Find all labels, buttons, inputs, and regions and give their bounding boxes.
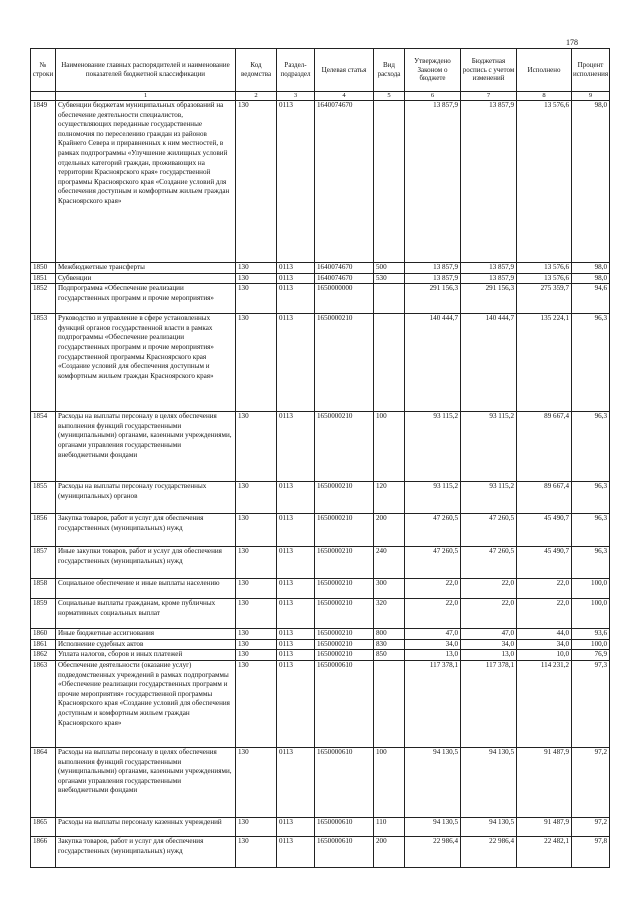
cell-no: 1859 <box>31 599 56 629</box>
cell-pct: 98,0 <box>572 263 610 274</box>
cell-art: 1650000210 <box>315 639 374 650</box>
header-cell: Утверждено Законом о бюджете <box>405 49 461 92</box>
cell-approved: 34,0 <box>405 639 461 650</box>
cell-pct: 96,3 <box>572 412 610 482</box>
cell-executed: 22,0 <box>517 599 572 629</box>
cell-no: 1866 <box>31 836 56 867</box>
cell-schedule: 291 156,3 <box>461 284 517 314</box>
table-row <box>31 747 610 817</box>
cell-sec: 0113 <box>277 263 315 274</box>
cell-name: Расходы на выплаты персоналу в целях обеспечения выполнения функций государственными (муниципальными) органами, казенными учреждениями, органами управления государственными внебюджетными фондами <box>56 747 236 817</box>
cell-schedule: 47,0 <box>461 629 517 640</box>
cell-schedule: 117 378,1 <box>461 660 517 747</box>
cell-no: 1858 <box>31 579 56 599</box>
cell-schedule: 47 260,5 <box>461 514 517 547</box>
cell-executed: 135 224,1 <box>517 314 572 412</box>
cell-pct: 96,3 <box>572 514 610 547</box>
cell-executed: 275 359,7 <box>517 284 572 314</box>
cell-pct: 96,3 <box>572 482 610 514</box>
cell-name: Закупка товаров, работ и услуг для обеспечения государственных (муниципальных) нужд <box>56 836 236 867</box>
cell-art: 1650000000 <box>315 284 374 314</box>
cell-kind: 300 <box>374 579 405 599</box>
cell-no: 1855 <box>31 482 56 514</box>
table-row <box>31 314 610 412</box>
cell-approved: 47,0 <box>405 629 461 640</box>
cell-name: Закупка товаров, работ и услуг для обеспечения государственных (муниципальных) нужд <box>56 514 236 547</box>
table-row <box>31 284 610 314</box>
cell-no: 1851 <box>31 273 56 284</box>
cell-dept: 130 <box>236 650 277 661</box>
cell-kind <box>374 314 405 412</box>
cell-no: 1854 <box>31 412 56 482</box>
cell-schedule: 13,0 <box>461 650 517 661</box>
cell-name: Иные закупки товаров, работ и услуг для обеспечения государственных (муниципальных) нужд <box>56 547 236 579</box>
cell-schedule: 47 260,5 <box>461 547 517 579</box>
cell-schedule: 13 857,9 <box>461 101 517 263</box>
cell-name: Иные бюджетные ассигнования <box>56 629 236 640</box>
budget-table <box>30 48 610 868</box>
cell-name: Социальное обеспечение и иные выплаты населению <box>56 579 236 599</box>
cell-kind: 830 <box>374 639 405 650</box>
table-row <box>31 273 610 284</box>
cell-executed: 34,0 <box>517 639 572 650</box>
cell-sec: 0113 <box>277 482 315 514</box>
cell-dept: 130 <box>236 284 277 314</box>
cell-dept: 130 <box>236 263 277 274</box>
cell-art: 1640074670 <box>315 263 374 274</box>
cell-kind <box>374 284 405 314</box>
cell-schedule: 13 857,9 <box>461 273 517 284</box>
cell-art: 1650000210 <box>315 547 374 579</box>
cell-schedule: 34,0 <box>461 639 517 650</box>
cell-approved: 13 857,9 <box>405 273 461 284</box>
cell-dept: 130 <box>236 660 277 747</box>
cell-schedule: 22,0 <box>461 579 517 599</box>
cell-art: 1640074670 <box>315 101 374 263</box>
cell-sec: 0113 <box>277 273 315 284</box>
cell-schedule: 94 130,5 <box>461 817 517 836</box>
cell-kind: 240 <box>374 547 405 579</box>
cell-pct: 100,0 <box>572 599 610 629</box>
cell-sec: 0113 <box>277 660 315 747</box>
cell-name: Исполнение судебных актов <box>56 639 236 650</box>
cell-pct: 97,8 <box>572 836 610 867</box>
header-cell: Бюджетная роспись с учетом изменений <box>461 49 517 92</box>
cell-kind: 800 <box>374 629 405 640</box>
cell-art: 1650000610 <box>315 660 374 747</box>
cell-name: Уплата налогов, сборов и иных платежей <box>56 650 236 661</box>
cell-executed: 91 487,9 <box>517 817 572 836</box>
cell-approved: 13 857,9 <box>405 263 461 274</box>
header-cell: № строки <box>31 49 56 92</box>
cell-dept: 130 <box>236 579 277 599</box>
cell-schedule: 140 444,7 <box>461 314 517 412</box>
cell-dept: 130 <box>236 514 277 547</box>
cell-dept: 130 <box>236 482 277 514</box>
cell-art: 1650000210 <box>315 629 374 640</box>
cell-sec: 0113 <box>277 101 315 263</box>
cell-name: Расходы на выплаты персоналу государственных (муниципальных) органов <box>56 482 236 514</box>
cell-approved: 13,0 <box>405 650 461 661</box>
header-cell: Код ведомства <box>236 49 277 92</box>
table-row <box>31 263 610 274</box>
cell-dept: 130 <box>236 817 277 836</box>
cell-executed: 13 576,6 <box>517 273 572 284</box>
cell-no: 1853 <box>31 314 56 412</box>
cell-pct: 97,2 <box>572 747 610 817</box>
cell-approved: 47 260,5 <box>405 514 461 547</box>
cell-approved: 22 986,4 <box>405 836 461 867</box>
cell-art: 1650000210 <box>315 514 374 547</box>
cell-name: Подпрограмма «Обеспечение реализации государственных программ и прочие мероприятия» <box>56 284 236 314</box>
cell-sec: 0113 <box>277 836 315 867</box>
cell-no: 1857 <box>31 547 56 579</box>
cell-name: Субвенции бюджетам муниципальных образований на обеспечение деятельности специалистов, осуществляющих переданные государственные полномочия по переселению граждан из районов Крайнего Севера и приравненных к ним местностей, в рамках подпрограммы «Улучшение жилищных условий отдельных категорий граждан, проживающих на территории Красноярского края» государственной программы Красноярского края «Создание условий для обеспечения доступным и комфортным жильем граждан Красноярского края» <box>56 101 236 263</box>
column-number: 4 <box>315 92 374 101</box>
cell-sec: 0113 <box>277 639 315 650</box>
cell-approved: 117 378,1 <box>405 660 461 747</box>
cell-schedule: 93 115,2 <box>461 412 517 482</box>
cell-executed: 10,0 <box>517 650 572 661</box>
cell-no: 1863 <box>31 660 56 747</box>
cell-approved: 94 130,5 <box>405 817 461 836</box>
cell-sec: 0113 <box>277 579 315 599</box>
cell-no: 1864 <box>31 747 56 817</box>
cell-approved: 94 130,5 <box>405 747 461 817</box>
column-number <box>31 92 56 101</box>
table-row <box>31 514 610 547</box>
table-row <box>31 412 610 482</box>
cell-pct: 96,3 <box>572 547 610 579</box>
cell-schedule: 22,0 <box>461 599 517 629</box>
cell-dept: 130 <box>236 629 277 640</box>
cell-executed: 13 576,6 <box>517 101 572 263</box>
cell-dept: 130 <box>236 747 277 817</box>
table-row <box>31 482 610 514</box>
cell-name: Субвенции <box>56 273 236 284</box>
cell-kind: 200 <box>374 514 405 547</box>
cell-kind: 100 <box>374 747 405 817</box>
cell-no: 1860 <box>31 629 56 640</box>
cell-approved: 140 444,7 <box>405 314 461 412</box>
cell-art: 1650000210 <box>315 412 374 482</box>
cell-kind: 100 <box>374 412 405 482</box>
cell-dept: 130 <box>236 101 277 263</box>
column-number: 6 <box>405 92 461 101</box>
cell-kind: 500 <box>374 263 405 274</box>
header-cell: Раздел-подраздел <box>277 49 315 92</box>
column-number: 9 <box>572 92 610 101</box>
cell-art: 1650000210 <box>315 650 374 661</box>
header-cell: Процент исполнения <box>572 49 610 92</box>
cell-kind: 120 <box>374 482 405 514</box>
cell-sec: 0113 <box>277 284 315 314</box>
page-number: 178 <box>566 38 578 47</box>
cell-no: 1850 <box>31 263 56 274</box>
cell-name: Социальные выплаты гражданам, кроме публичных нормативных социальных выплат <box>56 599 236 629</box>
cell-name: Межбюджетные трансферты <box>56 263 236 274</box>
cell-approved: 22,0 <box>405 579 461 599</box>
cell-executed: 89 667,4 <box>517 482 572 514</box>
table-row <box>31 599 610 629</box>
cell-pct: 94,6 <box>572 284 610 314</box>
cell-dept: 130 <box>236 547 277 579</box>
cell-sec: 0113 <box>277 747 315 817</box>
cell-kind: 530 <box>374 273 405 284</box>
table-row <box>31 547 610 579</box>
cell-no: 1862 <box>31 650 56 661</box>
table-row <box>31 579 610 599</box>
header-cell: Вид расхода <box>374 49 405 92</box>
table-row <box>31 836 610 867</box>
cell-sec: 0113 <box>277 629 315 640</box>
cell-no: 1849 <box>31 101 56 263</box>
cell-sec: 0113 <box>277 412 315 482</box>
cell-art: 1650000210 <box>315 579 374 599</box>
cell-approved: 13 857,9 <box>405 101 461 263</box>
cell-no: 1861 <box>31 639 56 650</box>
table-row <box>31 639 610 650</box>
cell-sec: 0113 <box>277 599 315 629</box>
cell-dept: 130 <box>236 599 277 629</box>
cell-sec: 0113 <box>277 547 315 579</box>
cell-name: Расходы на выплаты персоналу казенных учреждений <box>56 817 236 836</box>
cell-schedule: 93 115,2 <box>461 482 517 514</box>
cell-kind: 850 <box>374 650 405 661</box>
cell-pct: 98,0 <box>572 273 610 284</box>
column-number: 1 <box>56 92 236 101</box>
cell-pct: 100,0 <box>572 579 610 599</box>
cell-sec: 0113 <box>277 314 315 412</box>
cell-art: 1650000610 <box>315 836 374 867</box>
cell-art: 1650000610 <box>315 747 374 817</box>
cell-approved: 93 115,2 <box>405 412 461 482</box>
cell-executed: 22 482,1 <box>517 836 572 867</box>
cell-executed: 91 487,9 <box>517 747 572 817</box>
column-number-row <box>31 92 610 101</box>
column-number: 7 <box>461 92 517 101</box>
cell-no: 1865 <box>31 817 56 836</box>
cell-executed: 114 231,2 <box>517 660 572 747</box>
table-row <box>31 817 610 836</box>
table-row <box>31 660 610 747</box>
cell-executed: 22,0 <box>517 579 572 599</box>
cell-pct: 96,3 <box>572 314 610 412</box>
cell-executed: 45 490,7 <box>517 547 572 579</box>
cell-kind: 110 <box>374 817 405 836</box>
cell-pct: 97,2 <box>572 817 610 836</box>
cell-approved: 47 260,5 <box>405 547 461 579</box>
cell-name: Расходы на выплаты персоналу в целях обеспечения выполнения функций государственными (муниципальными) органами, казенными учреждениями, органами управления государственными внебюджетными фондами <box>56 412 236 482</box>
cell-art: 1640074670 <box>315 273 374 284</box>
cell-schedule: 13 857,9 <box>461 263 517 274</box>
table-row <box>31 101 610 263</box>
cell-pct: 76,9 <box>572 650 610 661</box>
header-cell: Исполнено <box>517 49 572 92</box>
cell-pct: 93,6 <box>572 629 610 640</box>
cell-pct: 97,3 <box>572 660 610 747</box>
column-number: 3 <box>277 92 315 101</box>
cell-executed: 13 576,6 <box>517 263 572 274</box>
cell-dept: 130 <box>236 273 277 284</box>
cell-schedule: 22 986,4 <box>461 836 517 867</box>
cell-pct: 100,0 <box>572 639 610 650</box>
cell-executed: 45 490,7 <box>517 514 572 547</box>
cell-art: 1650000610 <box>315 817 374 836</box>
cell-dept: 130 <box>236 314 277 412</box>
table-row <box>31 650 610 661</box>
cell-name: Обеспечение деятельности (оказание услуг) подведомственных учреждений в рамках подпрограммы «Обеспечение реализации государственных программ и прочие мероприятия» государственной программы Красноярского края «Создание условий для обеспечения доступным и комфортным жильем граждан Красноярского края» <box>56 660 236 747</box>
cell-approved: 291 156,3 <box>405 284 461 314</box>
cell-approved: 22,0 <box>405 599 461 629</box>
cell-art: 1650000210 <box>315 314 374 412</box>
cell-art: 1650000210 <box>315 482 374 514</box>
column-number: 8 <box>517 92 572 101</box>
cell-kind: 320 <box>374 599 405 629</box>
cell-executed: 44,0 <box>517 629 572 640</box>
header-cell: Наименование главных распорядителей и наименование показателей бюджетной классификации <box>56 49 236 92</box>
cell-no: 1856 <box>31 514 56 547</box>
cell-name: Руководство и управление в сфере установленных функций органов государственной власти в рамках подпрограммы «Обеспечение реализации государственных программ и прочие мероприятия» государственной программы Красноярского края «Создание условий для обеспечения доступным и комфортным жильем граждан Красноярского края» <box>56 314 236 412</box>
cell-approved: 93 115,2 <box>405 482 461 514</box>
header-cell: Целевая статья <box>315 49 374 92</box>
cell-no: 1852 <box>31 284 56 314</box>
cell-executed: 89 667,4 <box>517 412 572 482</box>
cell-dept: 130 <box>236 836 277 867</box>
cell-pct: 98,0 <box>572 101 610 263</box>
column-number: 2 <box>236 92 277 101</box>
cell-kind: 200 <box>374 836 405 867</box>
header-row <box>31 49 610 92</box>
cell-kind <box>374 101 405 263</box>
cell-sec: 0113 <box>277 817 315 836</box>
column-number: 5 <box>374 92 405 101</box>
table-row <box>31 629 610 640</box>
cell-dept: 130 <box>236 412 277 482</box>
cell-kind <box>374 660 405 747</box>
cell-schedule: 94 130,5 <box>461 747 517 817</box>
cell-dept: 130 <box>236 639 277 650</box>
cell-art: 1650000210 <box>315 599 374 629</box>
cell-sec: 0113 <box>277 514 315 547</box>
cell-sec: 0113 <box>277 650 315 661</box>
